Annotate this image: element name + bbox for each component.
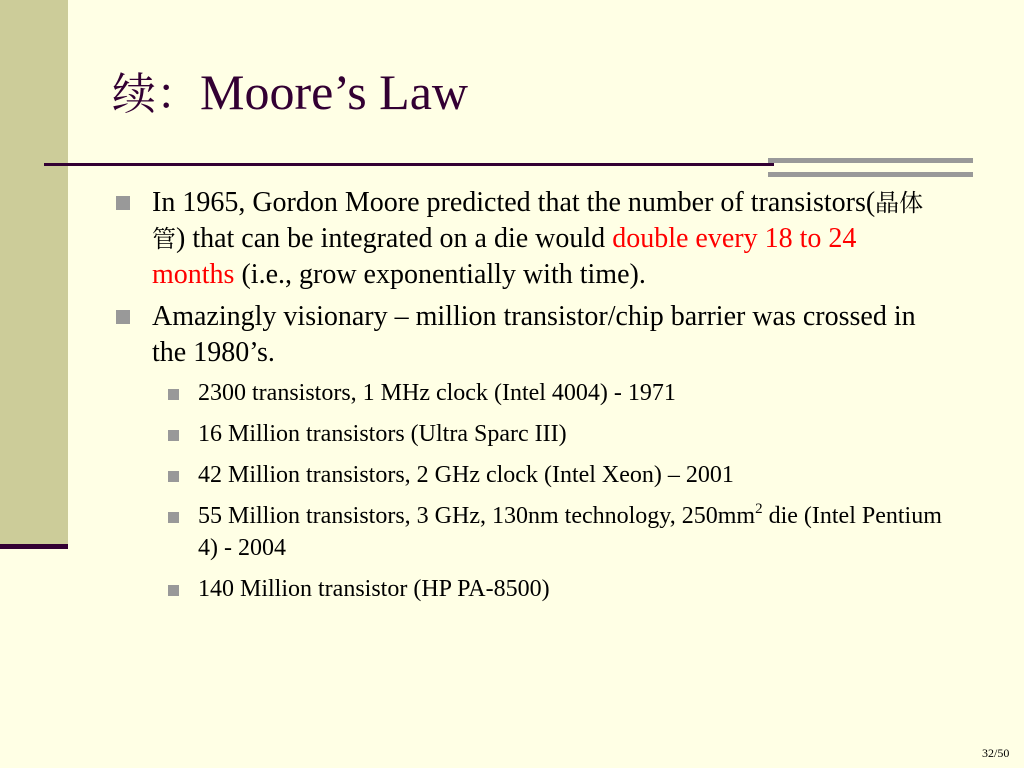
bullet-cjk-text: 晶体管 [152,189,924,253]
sub-bullet-item [112,459,942,491]
square-bullet-icon [116,310,130,324]
slide-title [112,62,468,122]
sub-bullet-item [112,573,942,605]
square-bullet-icon [168,389,179,400]
sub-bullet-item [112,377,942,409]
superscript: 2 [755,501,763,517]
square-bullet-icon [168,585,179,596]
slide-body [112,185,942,614]
square-bullet-icon [168,430,179,441]
sub-bullet-text: 42 Million transistors, 2 GHz clock (Intel Xeon) – 2001 [198,462,734,488]
sub-bullet-text: 16 Million transistors (Ultra Sparc III) [198,421,567,447]
sub-bullet-text: 2300 transistors, 1 MHz clock (Intel 4004) - 1971 [198,380,676,406]
bullet-text: (i.e., grow exponentially with time). [234,259,646,290]
square-bullet-icon [116,196,130,210]
left-decor-band [0,0,68,546]
title-main: Moore’s Law [200,64,468,120]
title-prefix: 续： [112,69,200,120]
sub-bullet-item [112,418,942,450]
bullet-item-visionary [112,299,942,371]
bullet-text: ) that can be integrated on a die would [176,223,613,254]
title-accent-bar-top [768,158,973,163]
left-band-rule [0,544,68,549]
sub-bullet-item [112,500,942,564]
sub-bullet-text: 55 Million transistors, 3 GHz, 130nm technology, 250mm [198,503,756,529]
bullet-item-moore-prediction [112,185,942,293]
square-bullet-icon [168,512,179,523]
title-accent-bar-bottom [768,172,973,177]
bullet-text: Amazingly visionary – million transistor/chip barrier was crossed in the 1980’s. [152,301,916,368]
bullet-text: In 1965, Gordon Moore predicted that the number of transistors( [152,187,876,218]
sub-bullet-text: die (Intel Pentium 4) - 2004 [198,503,942,561]
page-number: 32/50 [982,746,1010,760]
emphasis-text: double every 18 to 24 months [152,223,857,290]
title-underline [44,163,774,166]
sub-bullet-text: 140 Million transistor (HP PA-8500) [198,576,550,602]
square-bullet-icon [168,471,179,482]
